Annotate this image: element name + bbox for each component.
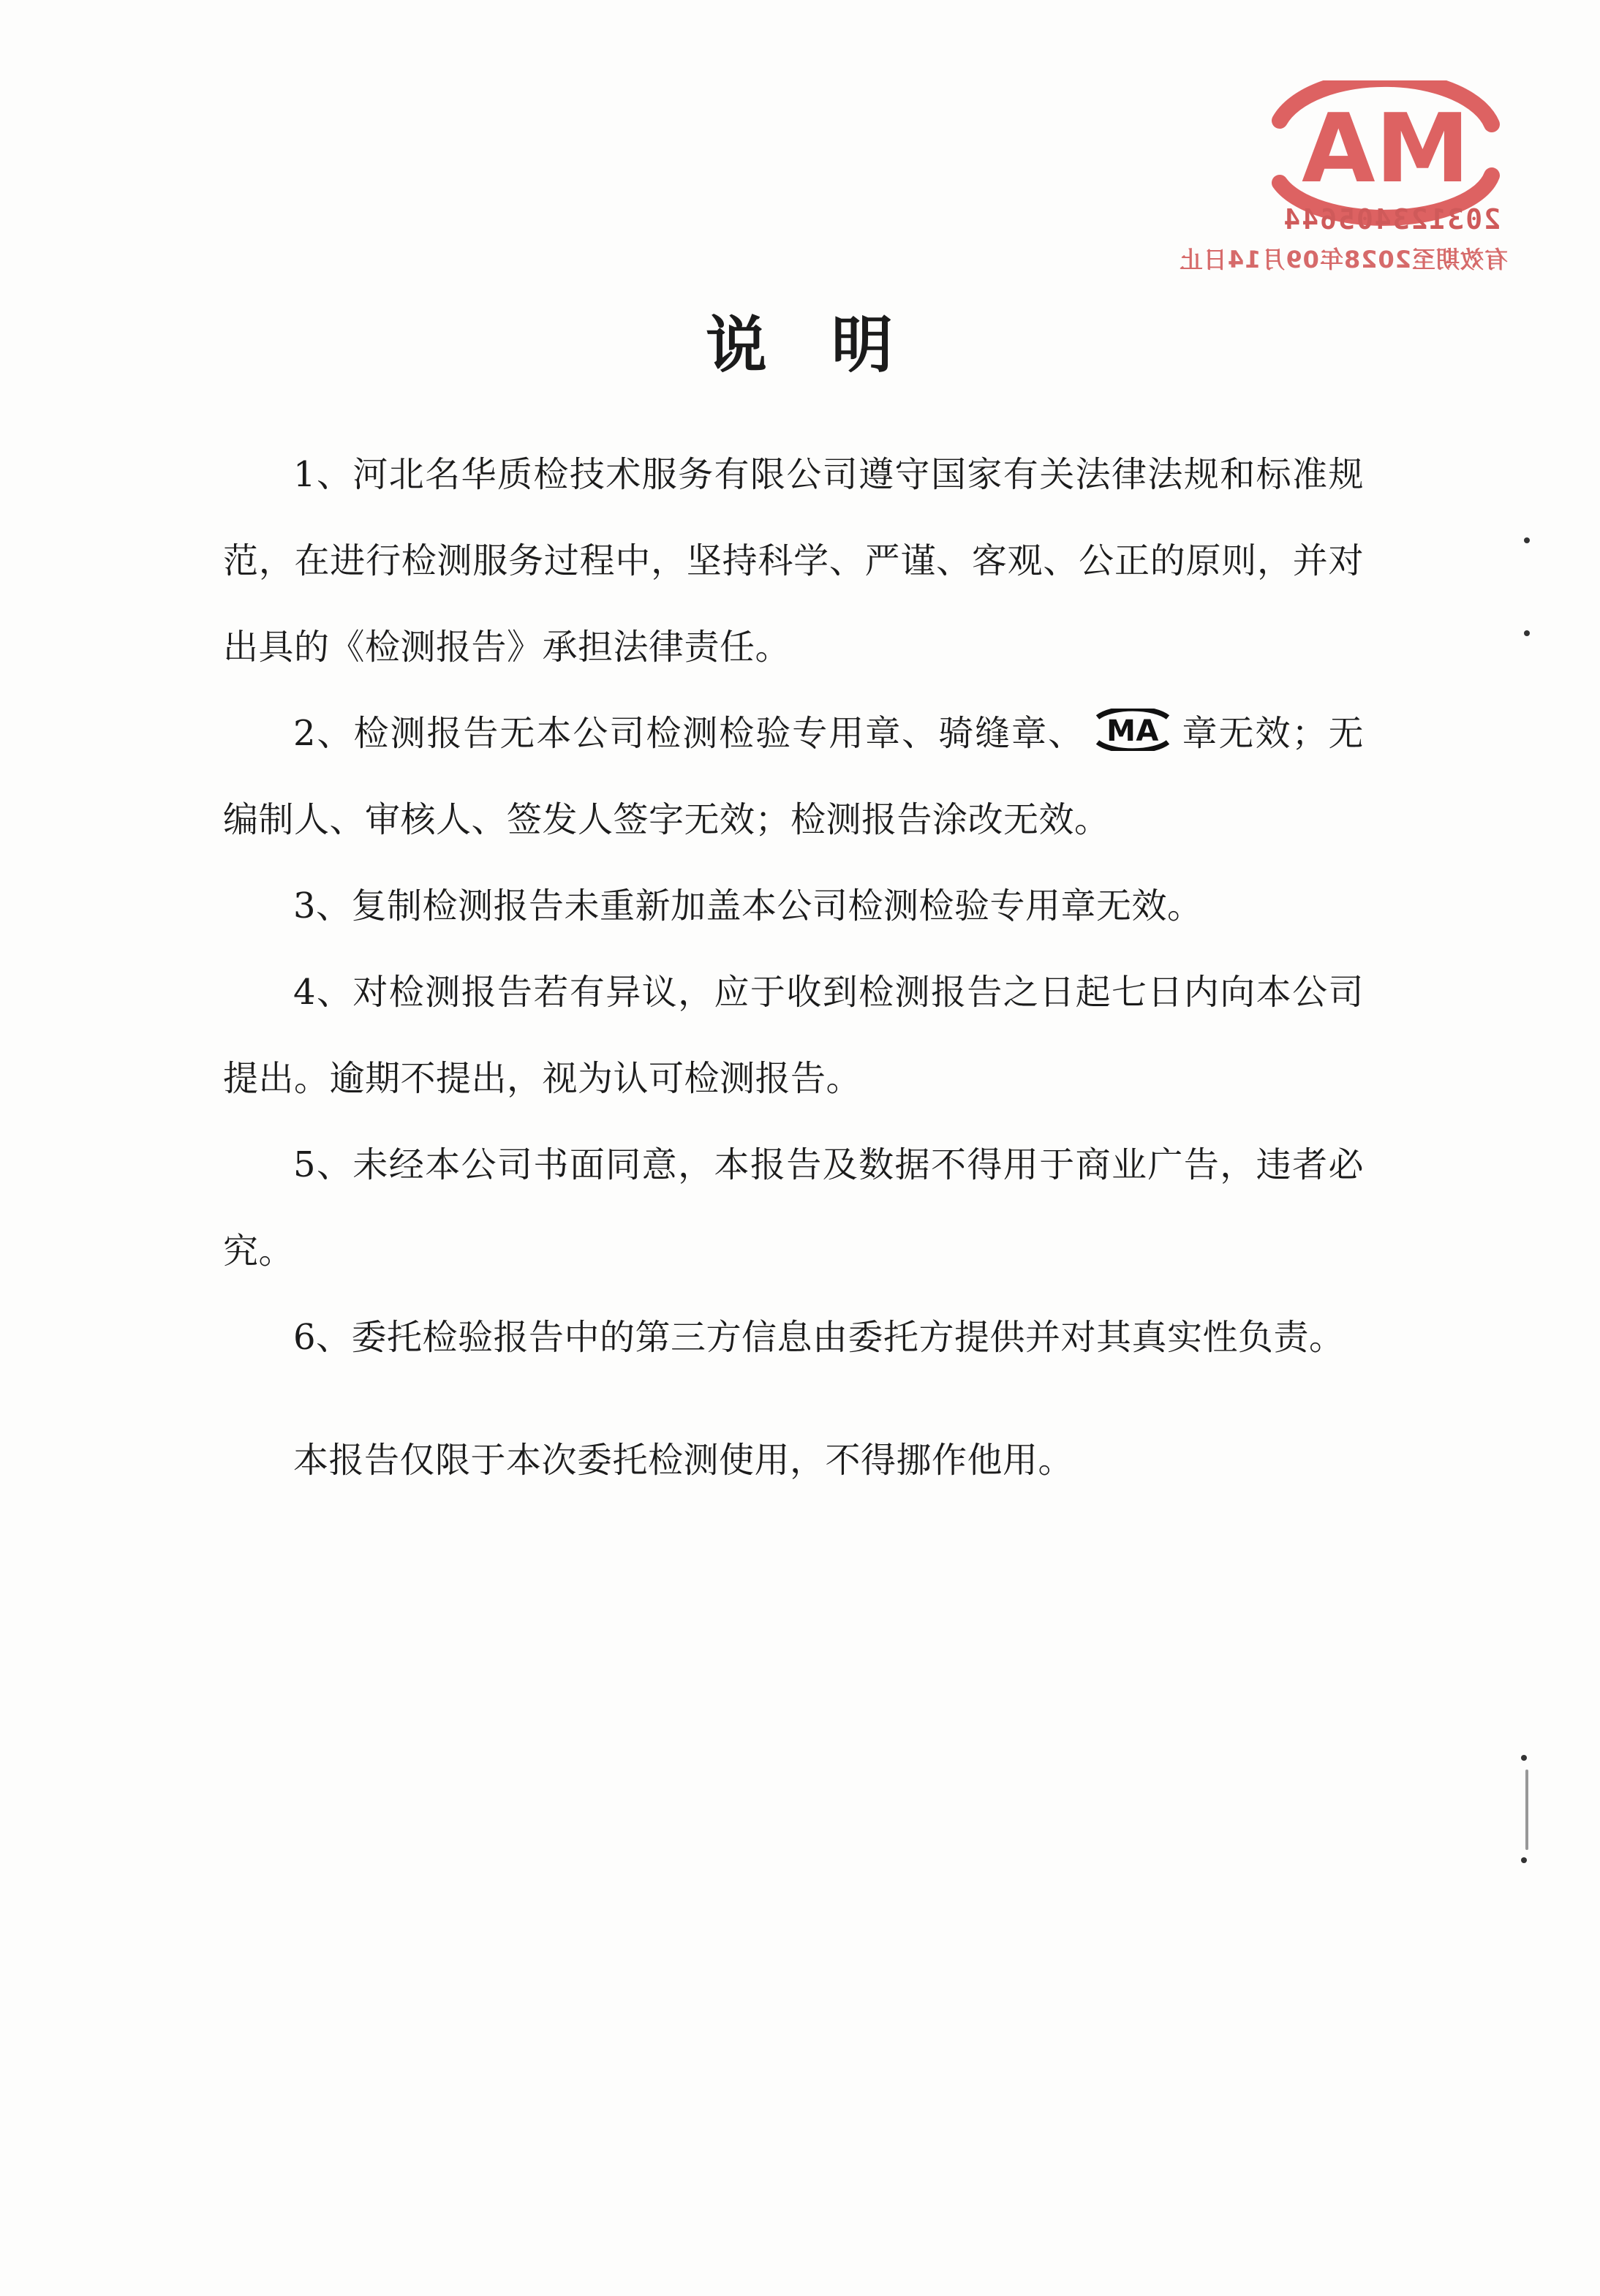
page-title: 说 明 bbox=[705, 309, 894, 381]
item-number: 3、 bbox=[293, 885, 352, 926]
stamp-validity: 有效期至2028年09月14日止 bbox=[1178, 246, 1508, 273]
stamp-serial-number: 203123405644 bbox=[1282, 203, 1501, 235]
item-text-before: 检测报告无本公司检测检验专用章、骑缝章、 bbox=[353, 713, 1085, 754]
statement-body bbox=[223, 431, 1364, 1503]
item-text: 委托检验报告中的第三方信息由委托方提供并对其真实性负责。 bbox=[351, 1317, 1345, 1358]
scan-dot bbox=[1524, 537, 1530, 543]
statement-item-4 bbox=[223, 949, 1364, 1122]
item-number: 1、 bbox=[293, 454, 353, 495]
item-text: 河北名华质检技术服务有限公司遵守国家有关法律法规和标准规范，在进行检测服务过程中，坚持科学、严谨、客观、公正的原则，并对出具的《检测报告》承担法律责任。 bbox=[223, 454, 1364, 668]
statement-item-5 bbox=[223, 1122, 1364, 1294]
cma-mark-icon bbox=[1087, 709, 1178, 751]
scan-dot bbox=[1521, 1755, 1527, 1761]
closing-note: 本报告仅限于本次委托检测使用，不得挪作他用。 bbox=[293, 1440, 1074, 1481]
item-text: 未经本公司书面同意，本报告及数据不得用于商业广告，违者必究。 bbox=[223, 1144, 1364, 1272]
svg-text:MA: MA bbox=[1302, 93, 1470, 204]
scan-dot bbox=[1521, 1857, 1527, 1863]
item-number: 2、 bbox=[293, 713, 354, 754]
scan-dot bbox=[1524, 630, 1530, 636]
item-text-after: 章无效；无编制人、审核人、签发人签字无效；检测报告涂改无效。 bbox=[223, 713, 1364, 840]
statement-item-1 bbox=[223, 431, 1364, 690]
item-text: 复制检测报告未重新加盖本公司检测检验专用章无效。 bbox=[351, 885, 1203, 926]
item-number: 4、 bbox=[293, 972, 353, 1013]
item-text: 对检测报告若有异议，应于收到检测报告之日起七日内向本公司提出。逾期不提出，视为认可检测报告。 bbox=[223, 972, 1364, 1099]
svg-text:MA: MA bbox=[1106, 714, 1159, 748]
item-number: 6、 bbox=[293, 1317, 352, 1358]
scan-edge-line bbox=[1525, 1770, 1528, 1850]
item-number: 5、 bbox=[293, 1144, 353, 1185]
statement-item-3 bbox=[223, 863, 1364, 949]
statement-item-6 bbox=[223, 1294, 1364, 1381]
statement-item-2 bbox=[223, 690, 1364, 863]
